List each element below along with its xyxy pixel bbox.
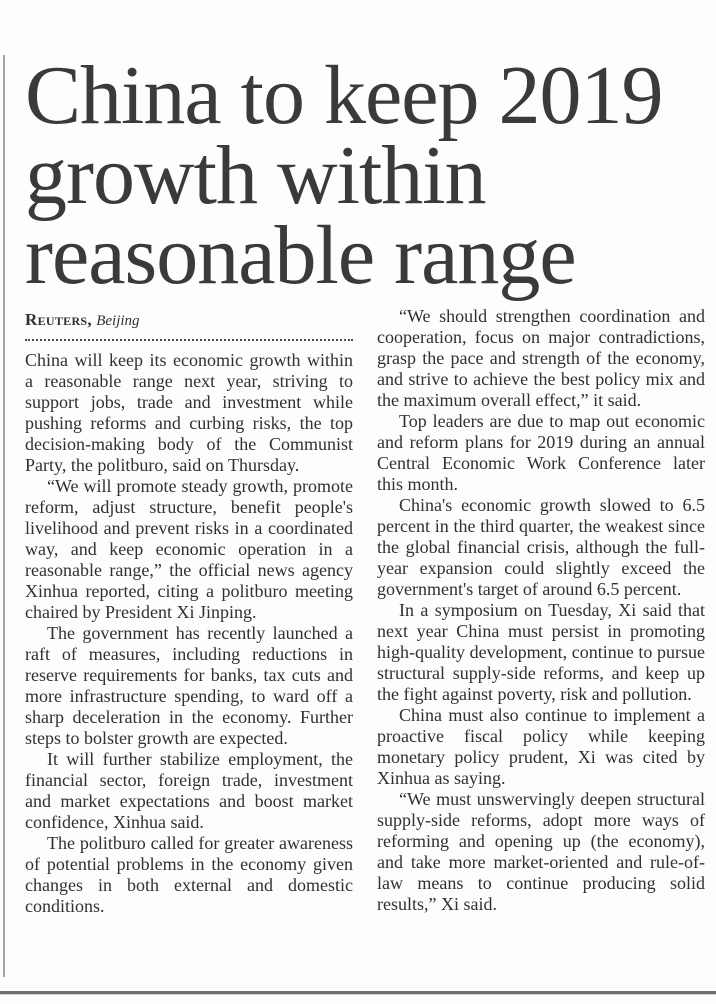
paragraph: “We will promote steady growth, promote reform, adjust structure, benefit people's livelihood and prevent risks in a coordinated way, and keep economic operation in a reasonable range,” the official news agency Xinhua reported, citing a politburo meeting chaired by President Xi Jinping.: [25, 476, 353, 622]
paragraph: The government has recently launched a raft of measures, including reductions in reserve requirements for banks, tax cuts and more infrastructure spending, to ward off a sharp deceleration in the economy. Further steps to bolster growth are expected.: [25, 623, 353, 748]
paragraph: China will keep its economic growth within a reasonable range next year, striving to support jobs, trade and investment while pushing reforms and curbing risks, the top decision-making body of the Communist Party, the politburo, said on Thursday.: [25, 350, 353, 475]
paragraph: Top leaders are due to map out economic and reform plans for 2019 during an annual Central Economic Work Conference later this month.: [377, 411, 705, 494]
byline-agency: Reuters,: [25, 310, 92, 329]
paragraph: “We must unswervingly deepen structural supply-side reforms, adopt more ways of reforming and opening up (the economy), and take more market-oriented and rule-of-law means to continue producing solid results,” Xi said.: [377, 789, 705, 914]
paragraph: China's economic growth slowed to 6.5 percent in the third quarter, the weakest since the global financial crisis, although the full-year expansion could slightly exceed the government's target of around 6.5 percent.: [377, 495, 705, 599]
byline: [25, 308, 353, 333]
byline-location: Beijing: [96, 313, 140, 329]
article-columns: [25, 306, 705, 917]
paragraph: In a symposium on Tuesday, Xi said that next year China must persist in promoting high-quality development, continue to pursue structural supply-side reforms, and keep up the fight against poverty, risk and pollution.: [377, 600, 705, 704]
left-column: [25, 306, 353, 917]
paragraph: It will further stabilize employment, the financial sector, foreign trade, investment and market expectations and boost market confidence, Xinhua said.: [25, 749, 353, 832]
paragraph: China must also continue to implement a proactive fiscal policy while keeping monetary policy prudent, Xi was cited by Xinhua as saying.: [377, 705, 705, 788]
dotted-divider: [25, 339, 353, 341]
right-column: [377, 306, 705, 917]
bottom-page-rule: [0, 991, 716, 995]
left-edge-rule: [3, 55, 5, 977]
paragraph: The politburo called for greater awareness of potential problems in the economy given changes in both external and domestic conditions.: [25, 833, 353, 916]
article-content: [25, 49, 705, 917]
paragraph: “We should strengthen coordination and cooperation, focus on major contradictions, grasp the pace and strength of the economy, and strive to achieve the best policy mix and the maximum overall effect,” it said.: [377, 306, 705, 410]
article-headline: China to keep 2019 growth within reasonable range: [25, 49, 663, 302]
